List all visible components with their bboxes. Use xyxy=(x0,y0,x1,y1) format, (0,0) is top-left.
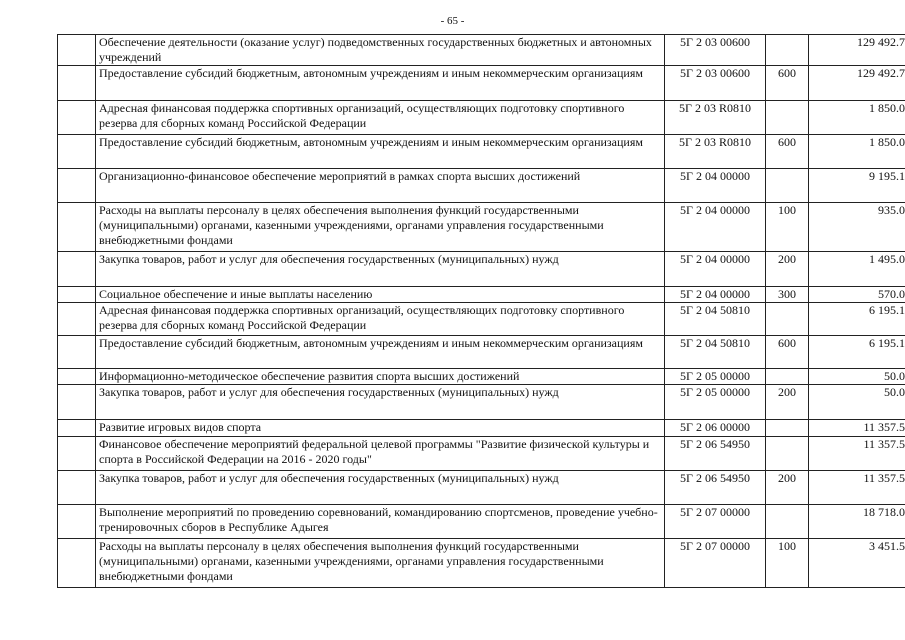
row-code-cell: 5Г 2 03 00600 xyxy=(665,66,766,101)
row-marker-cell xyxy=(58,420,96,437)
row-marker-cell xyxy=(58,169,96,203)
table-row xyxy=(58,101,905,135)
row-marker-cell xyxy=(58,437,96,471)
row-marker-cell xyxy=(58,539,96,588)
row-name-cell: Адресная финансовая поддержка спортивных организаций, осуществляющих подготовку спортивного резерва для сборных команд Российской Федерации xyxy=(96,303,665,336)
table-row xyxy=(58,66,905,101)
budget-table xyxy=(57,34,905,588)
row-type-cell: 200 xyxy=(766,385,809,420)
table-row xyxy=(58,169,905,203)
table-row xyxy=(58,420,905,437)
row-code-cell: 5Г 2 03 R0810 xyxy=(665,101,766,135)
row-marker-cell xyxy=(58,336,96,369)
row-type-cell xyxy=(766,35,809,66)
row-marker-cell xyxy=(58,471,96,505)
row-code-cell: 5Г 2 06 54950 xyxy=(665,471,766,505)
row-code-cell: 5Г 2 04 50810 xyxy=(665,336,766,369)
row-type-cell xyxy=(766,101,809,135)
row-amount-cell: 11 357.5 xyxy=(809,420,905,437)
row-code-cell: 5Г 2 04 00000 xyxy=(665,169,766,203)
row-type-cell: 300 xyxy=(766,287,809,303)
row-type-cell xyxy=(766,420,809,437)
row-type-cell xyxy=(766,369,809,385)
row-name-cell: Предоставление субсидий бюджетным, автономным учреждениям и иным некоммерческим организациям xyxy=(96,66,665,101)
row-marker-cell xyxy=(58,303,96,336)
row-type-cell xyxy=(766,303,809,336)
row-name-cell: Расходы на выплаты персоналу в целях обеспечения выполнения функций государственными (муниципальными) органами, казенными учреждениями, органами управления государственными внебюджетными фондами xyxy=(96,539,665,588)
row-amount-cell: 9 195.1 xyxy=(809,169,905,203)
row-name-cell: Предоставление субсидий бюджетным, автономным учреждениям и иным некоммерческим организациям xyxy=(96,135,665,169)
row-name-cell: Адресная финансовая поддержка спортивных организаций, осуществляющих подготовку спортивного резерва для сборных команд Российской Федерации xyxy=(96,101,665,135)
table-row xyxy=(58,437,905,471)
row-amount-cell: 129 492.7 xyxy=(809,35,905,66)
row-amount-cell: 1 495.0 xyxy=(809,252,905,287)
row-marker-cell xyxy=(58,135,96,169)
row-code-cell: 5Г 2 04 00000 xyxy=(665,287,766,303)
table-row xyxy=(58,135,905,169)
row-amount-cell: 1 850.0 xyxy=(809,135,905,169)
row-type-cell xyxy=(766,505,809,539)
row-amount-cell: 935.0 xyxy=(809,203,905,252)
row-type-cell: 200 xyxy=(766,471,809,505)
row-marker-cell xyxy=(58,287,96,303)
row-amount-cell: 18 718.0 xyxy=(809,505,905,539)
row-type-cell: 100 xyxy=(766,203,809,252)
row-type-cell: 600 xyxy=(766,135,809,169)
row-code-cell: 5Г 2 07 00000 xyxy=(665,539,766,588)
row-type-cell xyxy=(766,437,809,471)
row-amount-cell: 50.0 xyxy=(809,369,905,385)
table-row xyxy=(58,505,905,539)
table-row xyxy=(58,385,905,420)
row-name-cell: Информационно-методическое обеспечение развития спорта высших достижений xyxy=(96,369,665,385)
row-code-cell: 5Г 2 03 R0810 xyxy=(665,135,766,169)
row-amount-cell: 50.0 xyxy=(809,385,905,420)
table-row xyxy=(58,336,905,369)
row-code-cell: 5Г 2 03 00600 xyxy=(665,35,766,66)
row-amount-cell: 570.0 xyxy=(809,287,905,303)
row-type-cell: 600 xyxy=(766,336,809,369)
row-type-cell: 100 xyxy=(766,539,809,588)
row-marker-cell xyxy=(58,101,96,135)
row-amount-cell: 6 195.1 xyxy=(809,336,905,369)
row-marker-cell xyxy=(58,66,96,101)
row-marker-cell xyxy=(58,369,96,385)
row-code-cell: 5Г 2 07 00000 xyxy=(665,505,766,539)
row-name-cell: Закупка товаров, работ и услуг для обеспечения государственных (муниципальных) нужд xyxy=(96,252,665,287)
row-name-cell: Организационно-финансовое обеспечение мероприятий в рамках спорта высших достижений xyxy=(96,169,665,203)
table-row xyxy=(58,287,905,303)
row-code-cell: 5Г 2 04 00000 xyxy=(665,203,766,252)
table-row xyxy=(58,252,905,287)
row-name-cell: Обеспечение деятельности (оказание услуг) подведомственных государственных бюджетных и автономных учреждений xyxy=(96,35,665,66)
row-name-cell: Предоставление субсидий бюджетным, автономным учреждениям и иным некоммерческим организациям xyxy=(96,336,665,369)
table-row xyxy=(58,369,905,385)
row-code-cell: 5Г 2 05 00000 xyxy=(665,385,766,420)
row-code-cell: 5Г 2 05 00000 xyxy=(665,369,766,385)
row-amount-cell: 1 850.0 xyxy=(809,101,905,135)
row-amount-cell: 11 357.5 xyxy=(809,471,905,505)
table-row xyxy=(58,203,905,252)
row-name-cell: Закупка товаров, работ и услуг для обеспечения государственных (муниципальных) нужд xyxy=(96,385,665,420)
row-code-cell: 5Г 2 04 50810 xyxy=(665,303,766,336)
row-code-cell: 5Г 2 04 00000 xyxy=(665,252,766,287)
row-name-cell: Расходы на выплаты персоналу в целях обеспечения выполнения функций государственными (муниципальными) органами, казенными учреждениями, органами управления государственными внебюджетными фондами xyxy=(96,203,665,252)
row-marker-cell xyxy=(58,385,96,420)
row-name-cell: Финансовое обеспечение мероприятий федеральной целевой программы "Развитие физической культуры и спорта в Российской Федерации на 2016 - 2020 годы" xyxy=(96,437,665,471)
row-amount-cell: 129 492.7 xyxy=(809,66,905,101)
table-row xyxy=(58,303,905,336)
row-name-cell: Закупка товаров, работ и услуг для обеспечения государственных (муниципальных) нужд xyxy=(96,471,665,505)
row-name-cell: Социальное обеспечение и иные выплаты населению xyxy=(96,287,665,303)
row-marker-cell xyxy=(58,203,96,252)
table-row xyxy=(58,539,905,588)
row-name-cell: Выполнение мероприятий по проведению соревнований, командированию спортсменов, проведение учебно-тренировочных сборов в Республике Адыгея xyxy=(96,505,665,539)
row-code-cell: 5Г 2 06 54950 xyxy=(665,437,766,471)
row-amount-cell: 11 357.5 xyxy=(809,437,905,471)
row-marker-cell xyxy=(58,252,96,287)
row-marker-cell xyxy=(58,505,96,539)
table-row xyxy=(58,35,905,66)
page-number: - 65 - xyxy=(440,15,465,27)
row-type-cell xyxy=(766,169,809,203)
row-name-cell: Развитие игровых видов спорта xyxy=(96,420,665,437)
row-amount-cell: 6 195.1 xyxy=(809,303,905,336)
row-type-cell: 200 xyxy=(766,252,809,287)
row-amount-cell: 3 451.5 xyxy=(809,539,905,588)
row-marker-cell xyxy=(58,35,96,66)
table-row xyxy=(58,471,905,505)
row-type-cell: 600 xyxy=(766,66,809,101)
row-code-cell: 5Г 2 06 00000 xyxy=(665,420,766,437)
